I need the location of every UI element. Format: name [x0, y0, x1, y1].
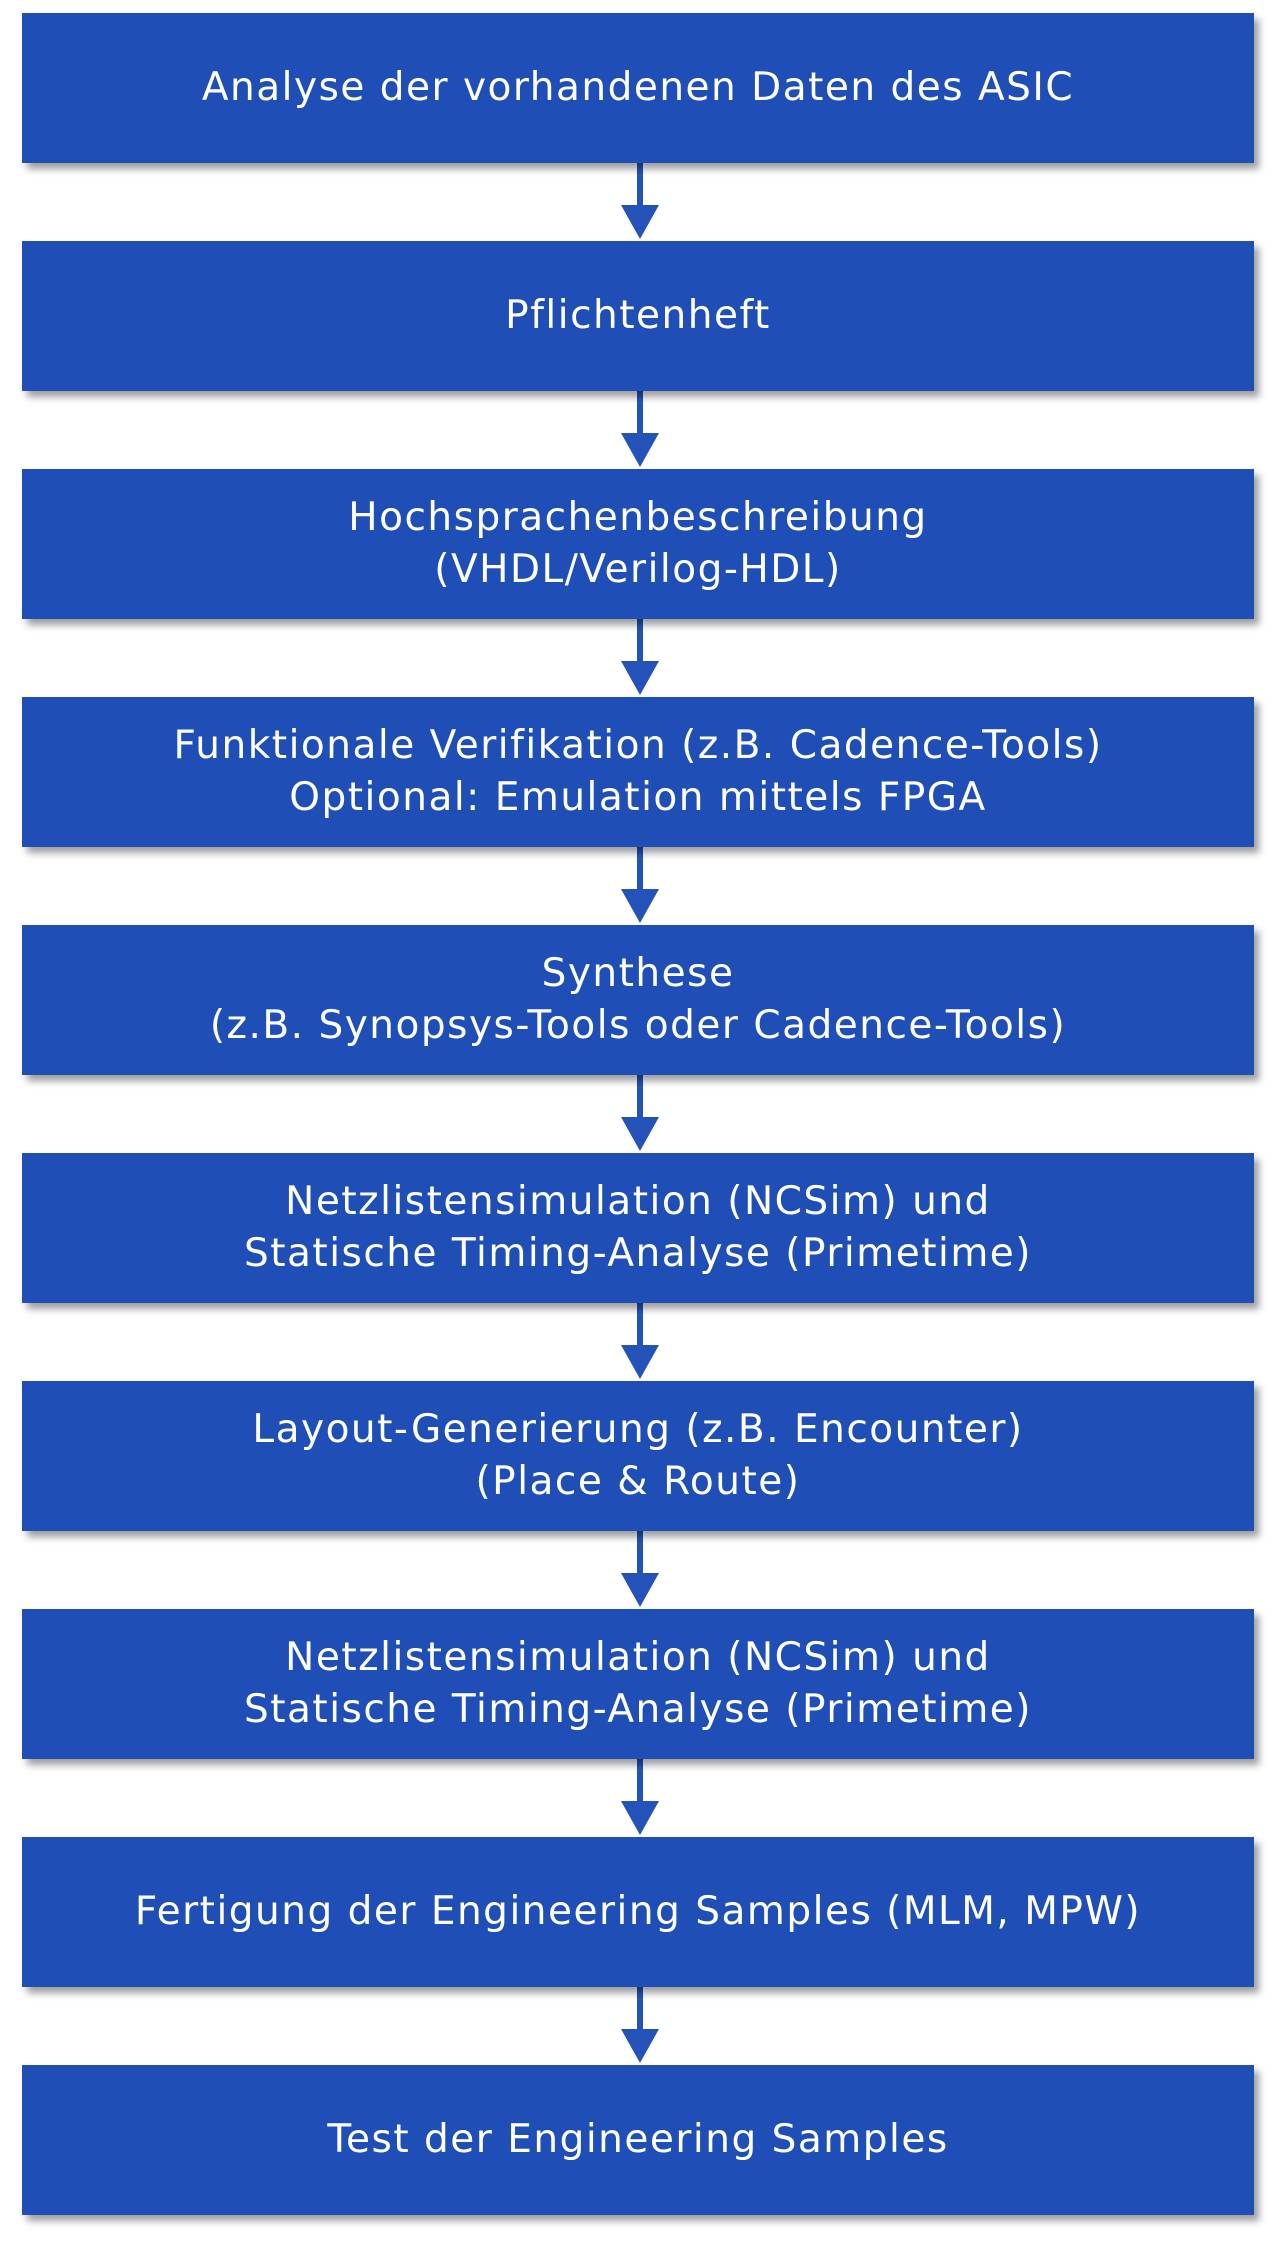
step-4: [22, 697, 1254, 847]
arrow-5-to-6: [621, 1075, 659, 1151]
step-7: [22, 1381, 1254, 1531]
arrow-1-to-2: [621, 163, 659, 239]
step-9: [22, 1837, 1254, 1987]
step-1: [22, 13, 1254, 163]
step-10-line-1: Test der Engineering Samples: [327, 2117, 949, 2162]
step-5-line-1: Synthese: [541, 951, 735, 996]
arrow-7-to-8: [621, 1531, 659, 1607]
step-3-line-2: (VHDL/Verilog-HDL): [434, 547, 842, 592]
arrow-6-to-7: [621, 1303, 659, 1379]
step-1-line-1: Analyse der vorhandenen Daten des ASIC: [201, 65, 1075, 110]
step-10: [22, 2065, 1254, 2215]
arrow-head: [621, 1573, 659, 1607]
arrow-9-to-10: [621, 1987, 659, 2063]
step-2: [22, 241, 1254, 391]
arrow-head: [621, 661, 659, 695]
step-8-line-2: Statische Timing-Analyse (Primetime): [243, 1687, 1033, 1732]
arrow-head: [621, 2029, 659, 2063]
step-6-line-2: Statische Timing-Analyse (Primetime): [243, 1231, 1033, 1276]
step-8-line-1: Netzlistensimulation (NCSim) und: [285, 1635, 991, 1680]
arrow-2-to-3: [621, 391, 659, 467]
step-4-line-1: Funktionale Verifikation (z.B. Cadence-Tools): [173, 723, 1103, 768]
step-3: [22, 469, 1254, 619]
step-6-line-1: Netzlistensimulation (NCSim) und: [285, 1179, 991, 1224]
step-5-line-2: (z.B. Synopsys-Tools oder Cadence-Tools): [209, 1003, 1067, 1048]
step-7-line-2: (Place & Route): [475, 1459, 801, 1504]
step-5: [22, 925, 1254, 1075]
arrow-head: [621, 1117, 659, 1151]
step-9-line-1: Fertigung der Engineering Samples (MLM, MPW): [134, 1889, 1142, 1934]
arrow-3-to-4: [621, 619, 659, 695]
arrow-head: [621, 205, 659, 239]
step-2-line-1: Pflichtenheft: [505, 293, 771, 338]
step-8: [22, 1609, 1254, 1759]
step-4-line-2: Optional: Emulation mittels FPGA: [289, 775, 987, 820]
arrow-head: [621, 1801, 659, 1835]
step-7-line-1: Layout-Generierung (z.B. Encounter): [252, 1407, 1024, 1452]
arrow-head: [621, 433, 659, 467]
arrow-head: [621, 1345, 659, 1379]
arrow-8-to-9: [621, 1759, 659, 1835]
step-3-line-1: Hochsprachenbeschreibung: [348, 495, 928, 540]
arrow-head: [621, 889, 659, 923]
step-6: [22, 1153, 1254, 1303]
arrow-4-to-5: [621, 847, 659, 923]
